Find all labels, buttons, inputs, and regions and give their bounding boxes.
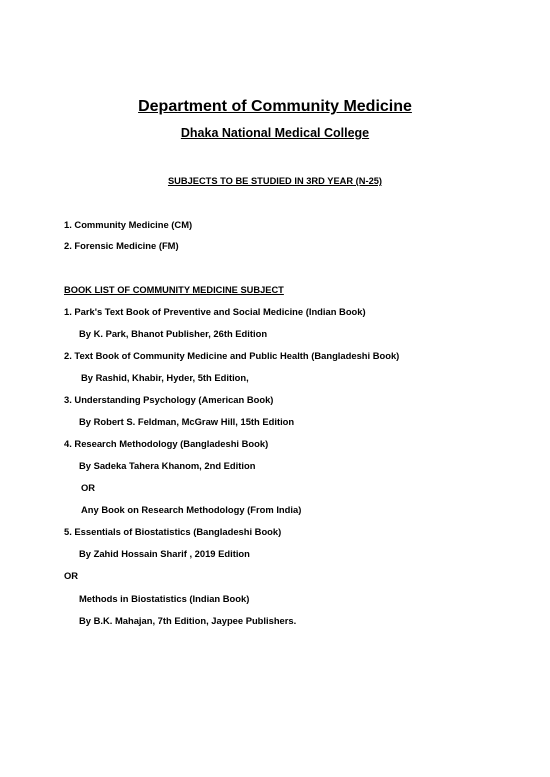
book-2-title: 2. Text Book of Community Medicine and Public Health (Bangladeshi Book) [64,350,400,361]
subjects-heading: SUBJECTS TO BE STUDIED IN 3RD YEAR (N-25) [167,176,383,186]
book-4-or: OR [81,482,96,493]
book-3-title: 3. Understanding Psychology (American Book) [64,394,274,405]
book-2-detail: By Rashid, Khabir, Hyder, 5th Edition, [81,372,249,383]
book-5-alternative-title: Methods in Biostatistics (Indian Book) [79,593,250,604]
subject-item-forensic-medicine: 2. Forensic Medicine (FM) [64,240,179,251]
book-5-title: 5. Essentials of Biostatistics (Bangladeshi Book) [64,526,282,537]
book-4-detail: By Sadeka Tahera Khanom, 2nd Edition [79,460,256,471]
book-5-alternative-detail: By B.K. Mahajan, 7th Edition, Jaypee Publishers. [79,615,297,626]
book-1-detail: By K. Park, Bhanot Publisher, 26th Edition [79,328,268,339]
subject-item-community-medicine: 1. Community Medicine (CM) [64,219,193,230]
book-4-alternative: Any Book on Research Methodology (From India) [81,504,302,515]
book-5-or: OR [64,570,79,581]
page-title: Department of Community Medicine [138,98,412,115]
book-4-title: 4. Research Methodology (Bangladeshi Book) [64,438,269,449]
college-name: Dhaka National Medical College [180,126,370,140]
book-3-detail: By Robert S. Feldman, McGraw Hill, 15th Edition [79,416,295,427]
book-1-title: 1. Park's Text Book of Preventive and Social Medicine (Indian Book) [64,306,366,317]
book-5-detail: By Zahid Hossain Sharif , 2019 Edition [79,548,250,559]
book-list-heading: BOOK LIST OF COMMUNITY MEDICINE SUBJECT [64,285,284,295]
